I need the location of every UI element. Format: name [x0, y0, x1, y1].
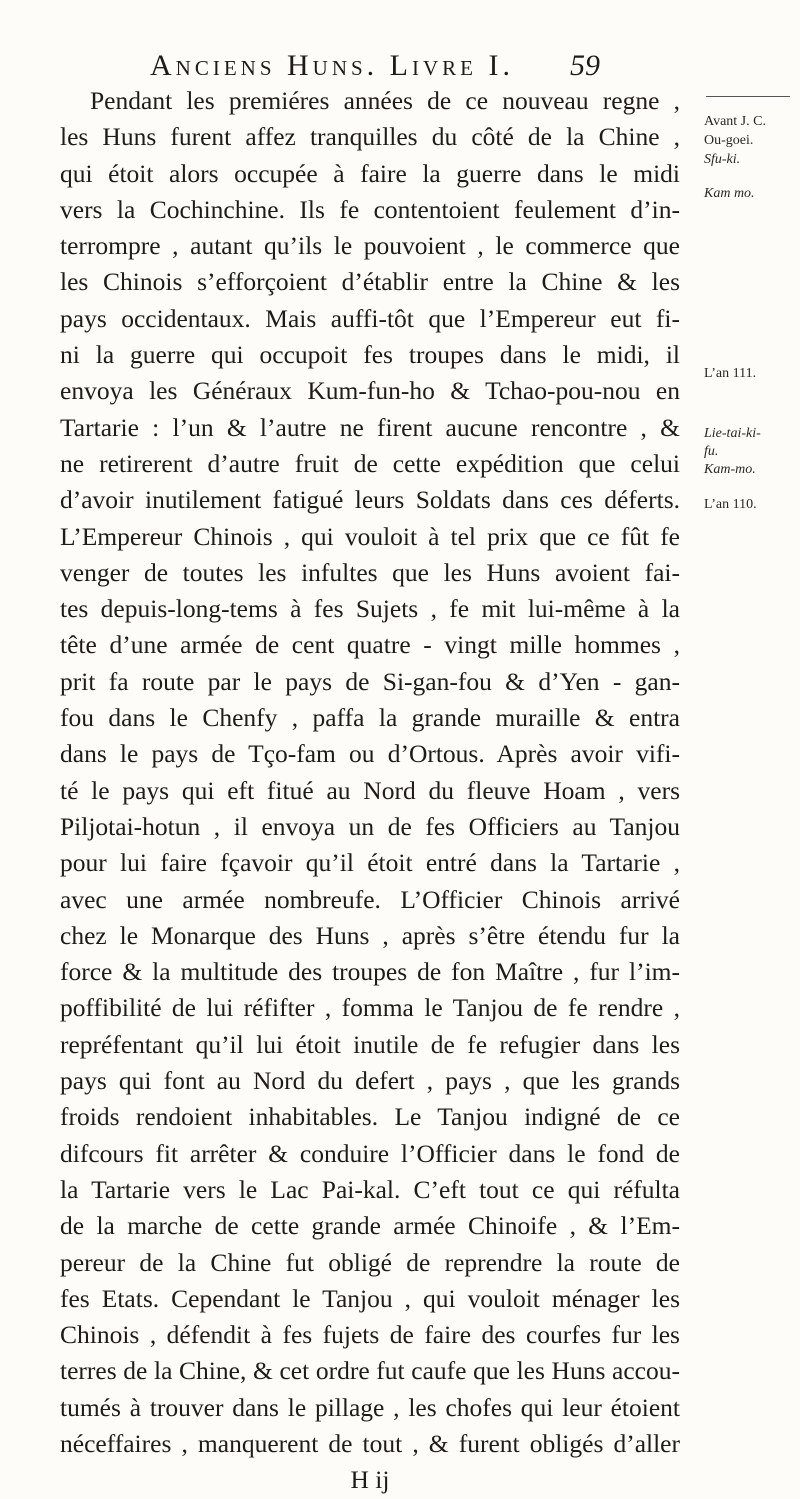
text-line: de la marche de cette grande armée Chinoife , & l’Em- [60, 1211, 680, 1241]
margin-note-lie-tai-ki-fu-2: fu. [704, 444, 719, 459]
running-head-title: Anciens Huns. Livre I. [150, 49, 514, 82]
text-line: avec une armée nombreufe. L’Officier Chinois arrivé [60, 884, 680, 914]
text-line: tes depuis-long-tems à fes Sujets , fe mit lui-même à la [60, 594, 680, 624]
text-line: pays qui font au Nord du defert , pays , que les grands [60, 1066, 680, 1096]
text-line: envoya les Généraux Kum-fun-ho & Tchao-pou-nou en [60, 376, 680, 406]
text-line: pour lui faire fçavoir qu’il étoit entré dans la Tartarie , [60, 848, 680, 878]
text-line: néceffaires , manquerent de tout , & furent obligés d’aller [60, 1428, 680, 1458]
text-line: d’avoir inutilement fatigué leurs Soldats dans ces déferts. [60, 485, 680, 515]
text-line: venger de toutes les infultes que les Huns avoient fai- [60, 557, 680, 587]
text-line: la Tartarie vers le Lac Pai-kal. C’eft tout ce qui réfulta [60, 1174, 680, 1204]
text-line: L’Empereur Chinois , qui vouloit à tel prix que ce fût fe [60, 521, 680, 551]
margin-note-kam-mo: Kam mo. [704, 186, 755, 201]
margin-note-year-111: L’an 111. [704, 366, 757, 381]
margin-note-kam-mo-2: Kam-mo. [704, 462, 756, 477]
text-line: difcours fit arrêter & conduire l’Officier dans le fond de [60, 1138, 680, 1168]
text-line: chez le Monarque des Huns , après s’être étendu fur la [60, 920, 680, 950]
text-line: Pendant les premiéres années de ce nouveau regne , [90, 86, 680, 115]
text-line: Chinois , défendit à fes fujets de faire des courfes fur les [60, 1320, 680, 1350]
text-line: terres de la Chine, & cet ordre fut caufe que les Huns accou- [60, 1356, 680, 1386]
text-line: pereur de la Chine fut obligé de reprendre la route de [60, 1247, 680, 1277]
text-line: fou dans le Chenfy , paffa la grande muraille & entra [60, 703, 680, 733]
text-line: dans le pays de Tço-fam ou d’Ortous. Après avoir vifi- [60, 739, 680, 769]
text-line: prit fa route par le pays de Si-gan-fou & d’Yen - gan- [60, 666, 680, 696]
text-line: repréfentant qu’il lui étoit inutile de fe refugier dans les [60, 1029, 680, 1059]
text-line: tête d’une armée de cent quatre - vingt mille hommes , [60, 630, 680, 660]
margin-rule [706, 96, 790, 97]
text-line: force & la multitude des troupes de fon Maître , fur l’im- [60, 957, 680, 987]
page-number: 59 [570, 49, 600, 82]
text-line: poffibilité de lui réfifter , fomma le Tanjou de fe rendre , [60, 993, 680, 1023]
text-line: Piljotai-hotun , il envoya un de fes Officiers au Tanjou [60, 811, 680, 841]
text-line: té le pays qui eft fitué au Nord du fleuve Hoam , vers [60, 775, 680, 805]
margin-note-lie-tai-ki-fu: Lie-tai-ki- [704, 426, 761, 441]
text-line: ne retirerent d’autre fruit de cette expédition que celui [60, 448, 680, 478]
running-head [150, 46, 600, 86]
body-text [60, 83, 680, 1499]
text-line: pays occidentaux. Mais auffi-tôt que l’Empereur eut fi- [60, 303, 680, 333]
text-line: froids rendoient inhabitables. Le Tanjou indigné de ce [60, 1102, 680, 1132]
text-line: Tartarie : l’un & l’autre ne firent aucune rencontre , & [60, 412, 680, 442]
text-line: vers la Cochinchine. Ils fe contentoient feulement d’in- [60, 194, 680, 224]
signature-mark: H ij [350, 1465, 390, 1495]
margin-note-avant-jc: Avant J. C. [704, 114, 766, 129]
text-line: terrompre , autant qu’ils le pouvoient , le commerce que [60, 231, 680, 261]
text-line: qui étoit alors occupée à faire la guerre dans le midi [60, 158, 680, 188]
text-line: les Chinois s’efforçoient d’établir entre la Chine & les [60, 267, 680, 297]
margin-note-sfu-ki: Sfu-ki. [704, 152, 741, 167]
margin-note-year-110: L’an 110. [704, 497, 757, 512]
text-line: ni la guerre qui occupoit fes troupes dans le midi, il [60, 340, 680, 370]
margin-note-ou-goei: Ou-goei. [704, 133, 754, 148]
text-line: les Huns furent affez tranquilles du côté de la Chine , [60, 122, 680, 152]
text-line: fes Etats. Cependant le Tanjou , qui vouloit ménager les [60, 1283, 680, 1313]
text-line: tumés à trouver dans le pillage , les chofes qui leur étoient [60, 1392, 680, 1422]
